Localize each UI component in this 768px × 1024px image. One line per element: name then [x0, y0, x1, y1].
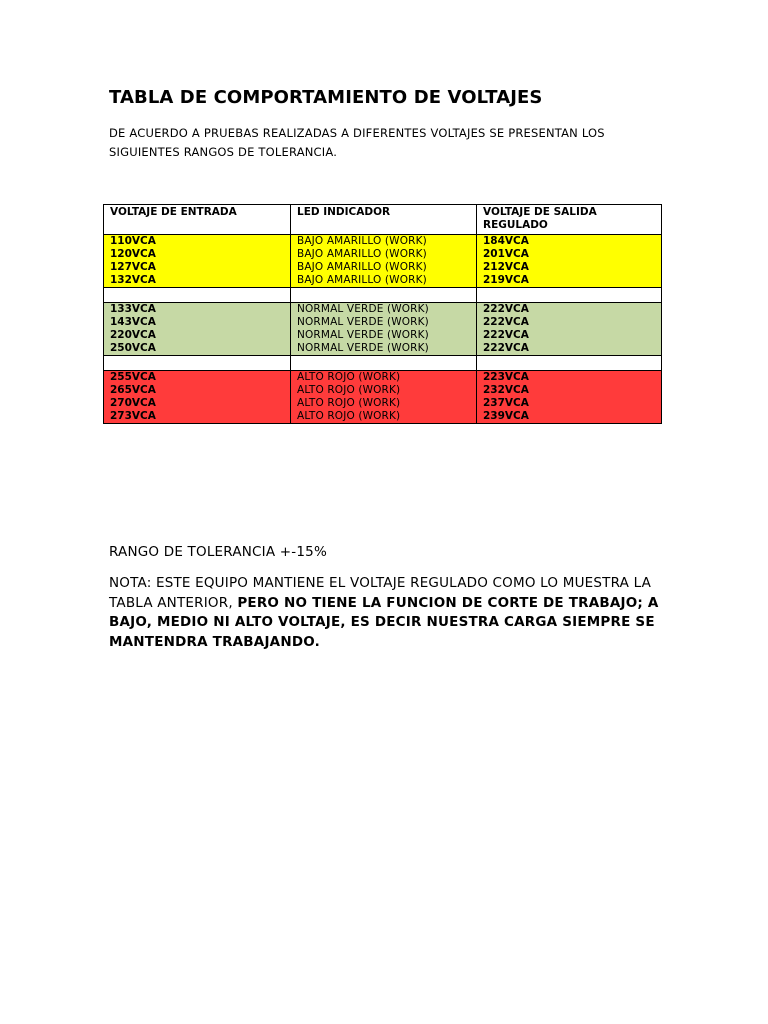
tolerance-line: RANGO DE TOLERANCIA +-15% [109, 544, 327, 560]
input-voltage-cell: 250VCA [104, 342, 291, 356]
output-voltage-cell: 201VCA [477, 248, 662, 261]
led-indicator-cell: BAJO AMARILLO (WORK) [291, 274, 477, 288]
table-header-row [104, 205, 662, 235]
note-bold-text: PERO NO TIENE LA FUNCION DE CORTE DE TRABAJO; A BAJO, MEDIO NI ALTO VOLTAJE, ES DECIR NUESTRA CARGA SIEMPRE SE MANTENDRA TRABAJANDO. [109, 594, 659, 650]
spacer-row [104, 356, 662, 371]
output-voltage-cell: 219VCA [477, 274, 662, 288]
led-indicator-cell: NORMAL VERDE (WORK) [291, 316, 477, 329]
input-voltage-cell: 143VCA [104, 316, 291, 329]
input-voltage-cell: 255VCA [104, 371, 291, 385]
led-indicator-cell: NORMAL VERDE (WORK) [291, 342, 477, 356]
output-voltage-cell: 222VCA [477, 316, 662, 329]
input-voltage-cell: 132VCA [104, 274, 291, 288]
output-voltage-cell: 223VCA [477, 371, 662, 385]
output-voltage-cell: 222VCA [477, 329, 662, 342]
led-indicator-cell: ALTO ROJO (WORK) [291, 397, 477, 410]
spacer-cell [477, 356, 662, 371]
led-indicator-cell: NORMAL VERDE (WORK) [291, 329, 477, 342]
note-paragraph [109, 574, 669, 652]
spacer-cell [291, 356, 477, 371]
spacer-cell [104, 356, 291, 371]
input-voltage-cell: 273VCA [104, 410, 291, 424]
led-indicator-cell: BAJO AMARILLO (WORK) [291, 235, 477, 249]
input-voltage-cell: 110VCA [104, 235, 291, 249]
header-led-indicator: LED INDICADOR [291, 205, 477, 235]
led-indicator-cell: ALTO ROJO (WORK) [291, 371, 477, 385]
voltage-table-body [104, 205, 662, 424]
output-voltage-cell: 237VCA [477, 397, 662, 410]
document-title: TABLA DE COMPORTAMIENTO DE VOLTAJES [109, 87, 543, 108]
table-row [104, 397, 662, 410]
input-voltage-cell: 133VCA [104, 303, 291, 317]
led-indicator-cell: ALTO ROJO (WORK) [291, 410, 477, 424]
table-row [104, 342, 662, 356]
header-input-voltage: VOLTAJE DE ENTRADA [104, 205, 291, 235]
output-voltage-cell: 239VCA [477, 410, 662, 424]
output-voltage-cell: 222VCA [477, 342, 662, 356]
voltage-table [103, 204, 662, 424]
spacer-row [104, 288, 662, 303]
output-voltage-cell: 184VCA [477, 235, 662, 249]
table-row [104, 329, 662, 342]
intro-paragraph: DE ACUERDO A PRUEBAS REALIZADAS A DIFERENTES VOLTAJES SE PRESENTAN LOS SIGUIENTES RANGOS DE TOLERANCIA. [109, 126, 605, 159]
table-row [104, 316, 662, 329]
input-voltage-cell: 127VCA [104, 261, 291, 274]
table-row [104, 274, 662, 288]
led-indicator-cell: BAJO AMARILLO (WORK) [291, 261, 477, 274]
led-indicator-cell: BAJO AMARILLO (WORK) [291, 248, 477, 261]
table-row [104, 261, 662, 274]
table-row [104, 410, 662, 424]
table-row [104, 248, 662, 261]
output-voltage-cell: 222VCA [477, 303, 662, 317]
output-voltage-cell: 212VCA [477, 261, 662, 274]
table-row [104, 235, 662, 249]
input-voltage-cell: 220VCA [104, 329, 291, 342]
table-row [104, 371, 662, 385]
led-indicator-cell: NORMAL VERDE (WORK) [291, 303, 477, 317]
spacer-cell [104, 288, 291, 303]
led-indicator-cell: ALTO ROJO (WORK) [291, 384, 477, 397]
output-voltage-cell: 232VCA [477, 384, 662, 397]
note-text: NOTA: ESTE EQUIPO MANTIENE EL VOLTAJE REGULADO COMO LO MUESTRA LA TABLA ANTERIOR, [109, 575, 652, 611]
input-voltage-cell: 265VCA [104, 384, 291, 397]
table-row [104, 303, 662, 317]
header-output-voltage: VOLTAJE DE SALIDA REGULADO [477, 205, 662, 235]
input-voltage-cell: 270VCA [104, 397, 291, 410]
spacer-cell [477, 288, 662, 303]
table-row [104, 384, 662, 397]
input-voltage-cell: 120VCA [104, 248, 291, 261]
spacer-cell [291, 288, 477, 303]
